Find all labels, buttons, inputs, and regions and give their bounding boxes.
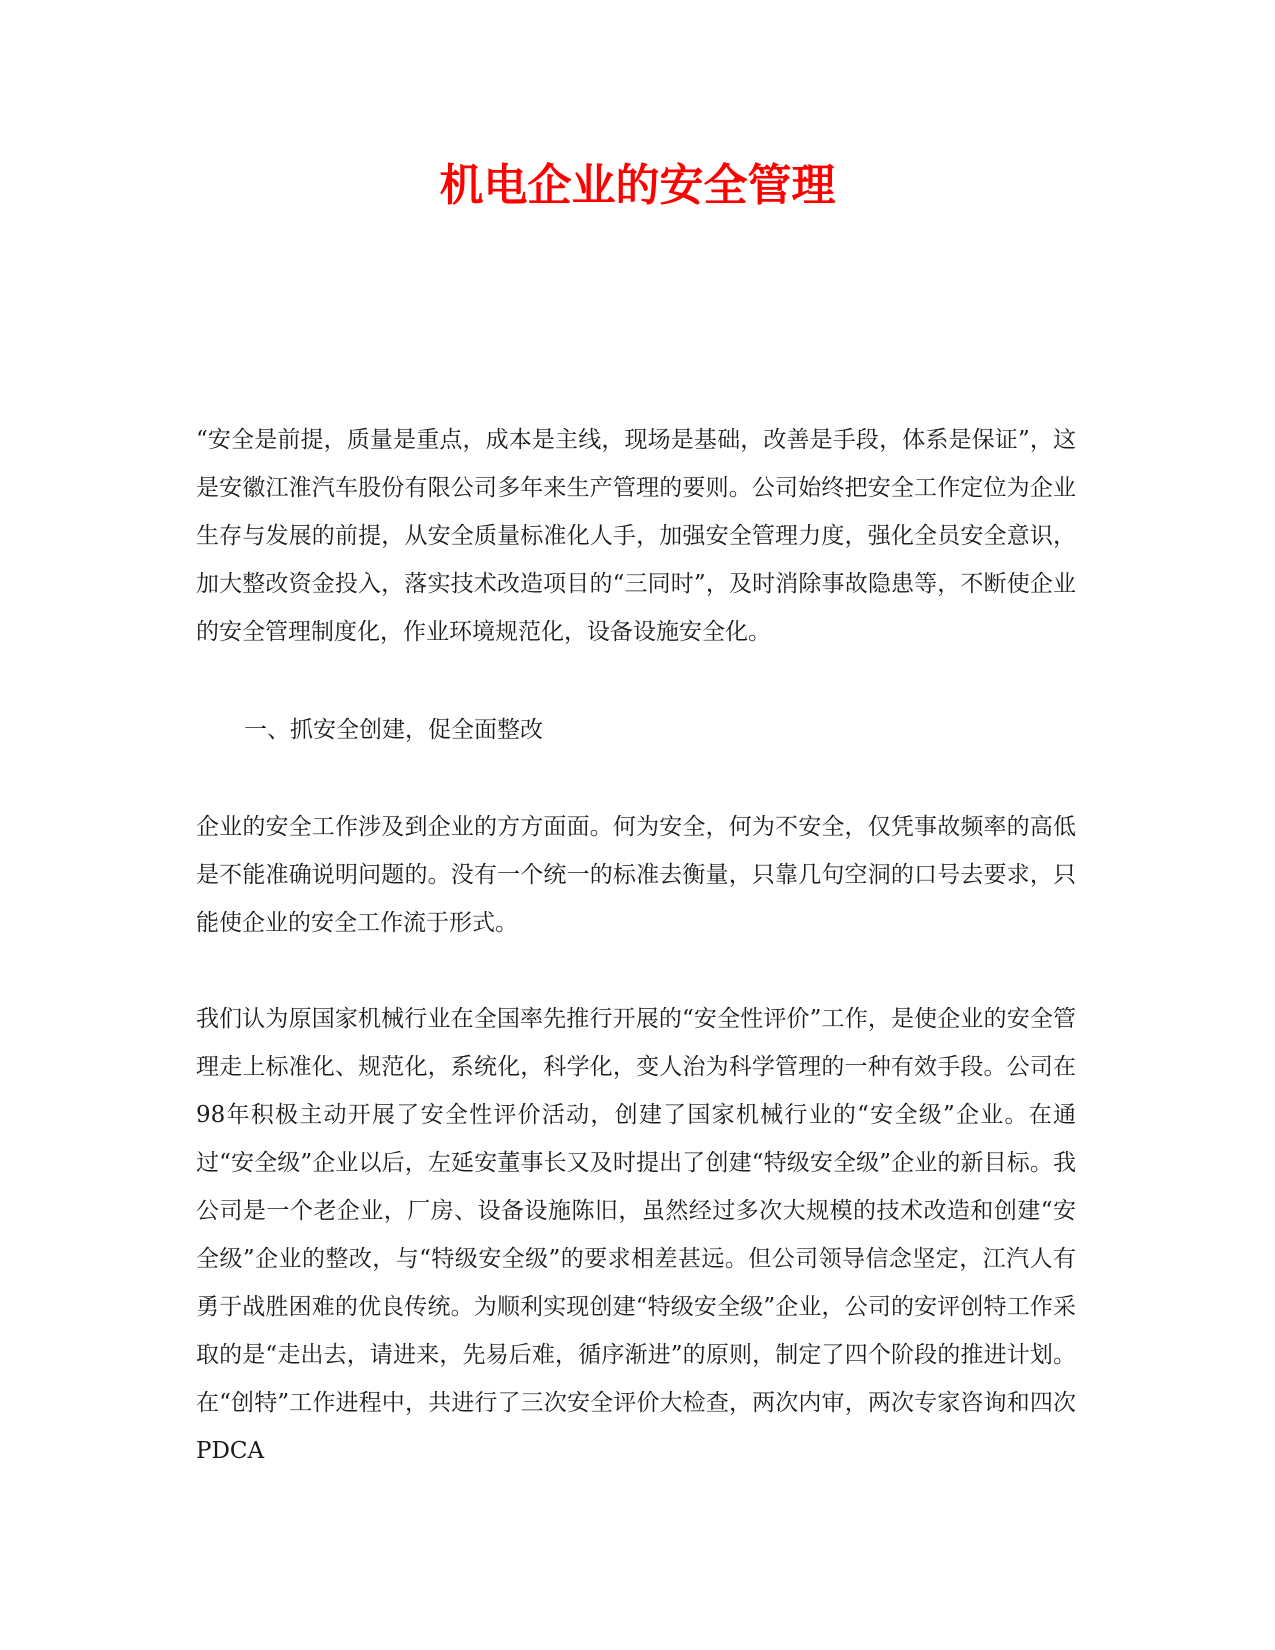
paragraph-intro: “安全是前提，质量是重点，成本是主线，现场是基础，改善是手段，体系是保证”，这是安徽江淮汽车股份有限公司多年来生产管理的要则。公司始终把安全工作定位为企业生存与发展的前提，从安全质量标准化人手，加强安全管理力度，强化全员安全意识，加大整改资金投入，落实技术改造项目的“三同时”，及时消除事故隐患等，不断使企业的安全管理制度化，作业环境规范化，设备设施安全化。 bbox=[196, 427, 1076, 645]
document-title: 机电企业的安全管理 bbox=[439, 160, 836, 211]
paragraph-safety-evaluation: 我们认为原国家机械行业在全国率先推行开展的“安全性评价”工作，是使企业的安全管理走上标准化、规范化，系统化，科学化，变人治为科学管理的一种有效手段。公司在98年积极主动开展了安全性评价活动，创建了国家机械行业的“安全级”企业。在通过“安全级”企业以后，左延安董事长又及时提出了创建“特级安全级”企业的新目标。我公司是一个老企业，厂房、设备设施陈旧，虽然经过多次大规模的技术改造和创建“安全级”企业的整改，与“特级安全级”的要求相差甚远。但公司领导信念坚定，江汽人有勇于战胜困难的优良传统。为顺利实现创建“特级安全级”企业，公司的安评创特工作采取的是“走出去，请进来，先易后难，循序渐进”的原则，制定了四个阶段的推进计划。在“创特”工作进程中，共进行了三次安全评价大检查，两次内审，两次专家咨询和四次PDCA bbox=[196, 1006, 1076, 1464]
section-heading: 一、抓安全创建，促全面整改 bbox=[244, 717, 543, 743]
paragraph-safety-scope: 企业的安全工作涉及到企业的方方面面。何为安全，何为不安全，仅凭事故频率的高低是不能准确说明问题的。没有一个统一的标准去衡量，只靠几句空洞的口号去要求，只能使企业的安全工作流于形式。 bbox=[196, 814, 1076, 936]
